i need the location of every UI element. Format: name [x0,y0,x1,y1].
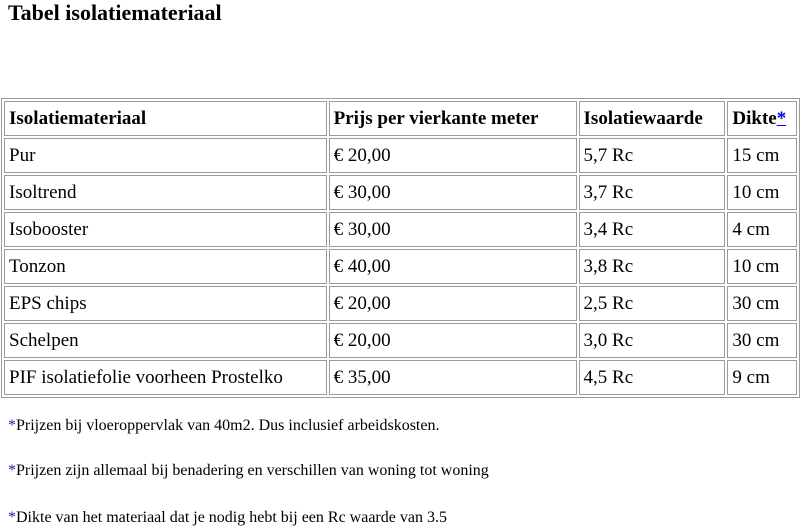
header-thickness-label: Dikte [732,108,777,129]
footnote-text: Dikte van het materiaal dat je nodig hebt bij een Rc waarde van 3.5 [16,509,447,526]
table-row [4,249,797,284]
header-material: Isolatiemateriaal [4,101,327,136]
cell-thickness: 9 cm [727,360,797,395]
cell-price: € 20,00 [329,286,577,321]
footnote-mark: * [8,509,16,526]
cell-price: € 20,00 [329,323,577,358]
cell-material: Pur [4,138,327,173]
footnote-mark: * [8,462,16,479]
header-insulation-value: Isolatiewaarde [579,101,726,136]
cell-material: Schelpen [4,323,327,358]
table-row [4,323,797,358]
cell-thickness: 30 cm [727,286,797,321]
cell-thickness: 30 cm [727,323,797,358]
cell-insulation-value: 3,8 Rc [579,249,726,284]
table-row [4,212,797,247]
cell-material: EPS chips [4,286,327,321]
cell-material: PIF isolatiefolie voorheen Prostelko [4,360,327,395]
cell-insulation-value: 4,5 Rc [579,360,726,395]
footnote-thickness [8,508,447,528]
cell-material: Isobooster [4,212,327,247]
table-row [4,286,797,321]
cell-insulation-value: 2,5 Rc [579,286,726,321]
cell-price: € 20,00 [329,138,577,173]
insulation-table [1,98,800,398]
footnote-text: Prijzen zijn allemaal bij benadering en verschillen van woning tot woning [16,462,489,479]
page-title: Tabel isolatiemateriaal [8,0,222,25]
cell-price: € 30,00 [329,212,577,247]
cell-price: € 30,00 [329,175,577,210]
cell-thickness: 10 cm [727,175,797,210]
cell-insulation-value: 5,7 Rc [579,138,726,173]
table-row [4,175,797,210]
table-header-row [4,101,797,136]
header-price: Prijs per vierkante meter [329,101,577,136]
cell-material: Isoltrend [4,175,327,210]
footnote-mark: * [8,417,16,434]
table-row [4,360,797,395]
cell-insulation-value: 3,0 Rc [579,323,726,358]
cell-insulation-value: 3,7 Rc [579,175,726,210]
cell-thickness: 4 cm [727,212,797,247]
cell-price: € 35,00 [329,360,577,395]
cell-material: Tonzon [4,249,327,284]
footnote-price-estimate [8,461,489,481]
table-row [4,138,797,173]
cell-insulation-value: 3,4 Rc [579,212,726,247]
header-thickness [727,101,797,136]
cell-price: € 40,00 [329,249,577,284]
thickness-footnote-link[interactable]: * [776,108,787,129]
cell-thickness: 10 cm [727,249,797,284]
footnote-price-area [8,416,439,436]
cell-thickness: 15 cm [727,138,797,173]
footnote-text: Prijzen bij vloeroppervlak van 40m2. Dus inclusief arbeidskosten. [16,417,440,434]
